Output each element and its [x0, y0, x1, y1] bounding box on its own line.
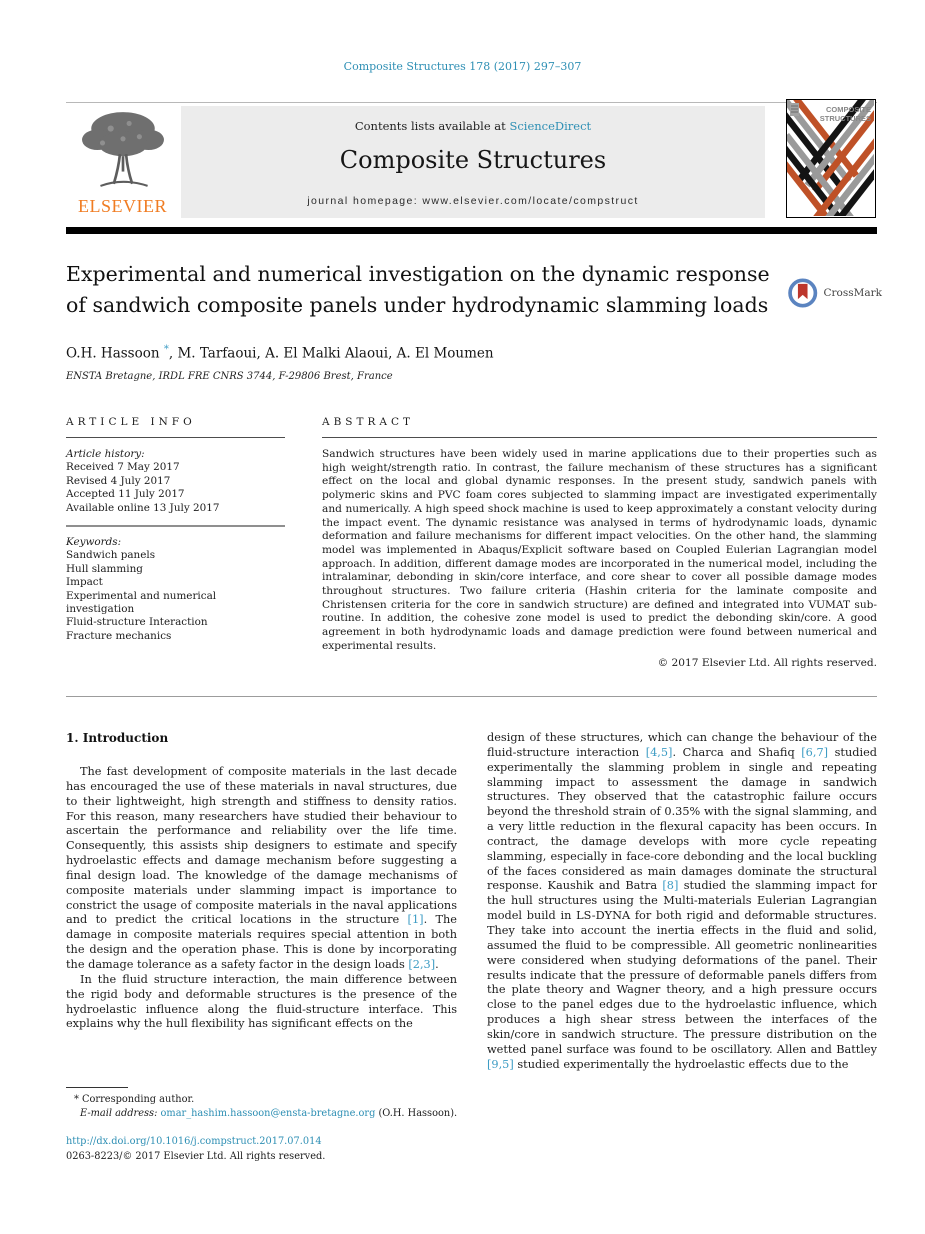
sciencedirect-link[interactable]: ScienceDirect: [509, 119, 592, 133]
citation-link[interactable]: [6,7]: [801, 745, 829, 759]
citation-link[interactable]: [2,3]: [408, 957, 436, 971]
body-paragraph: design of these structures, which can change the behaviour of the fluid-structure interaction [4,5]. Charca and Shafiq [6,7] studied experimentally the slamming problem in single and repeating slamming impact to assessment the damage in sandwich structures. They observed that the catastrophic failure occurs beyond the threshold strain of 0.35% with the signal slamming, and a very little reduction in the flexural capacity has been occurs. In contract, the damage develops with more cycle repeating slamming, especially in face-core debonding and the local buckling of the faces considered as main damages dominate the structural response. Kaushik and Batra [8] studied the slamming impact for the hull structures using the Multi-materials Eulerian Lagrangian model build in LS-DYNA for both rigid and deformable structures. They take into account the inertia effects in the fluid and solid, assumed the fluid to be compressible. All geometric nonlinearities were considered when studying deformations of the panel. Their results indicate that the pressure of deformable panels differs from the plate theory and Wagner theory, and a high pressure occurs close to the panel edges due to the hydroelastic influence, which produces a high shear stress between the interfaces of the skin/core in sandwich structure. The pressure distribution on the wetted panel surface was found to be oscillatory. Allen and Battley [9,5] studied experimentally the hydroelastic effects due to the: [487, 731, 878, 1071]
corresponding-author-note: * Corresponding author.: [74, 1094, 195, 1105]
footnote-rule: [66, 1087, 128, 1088]
abstract-copyright: © 2017 Elsevier Ltd. All rights reserved.: [657, 656, 877, 669]
contents-prefix: Contents lists available at: [354, 119, 510, 133]
abstract-section: [322, 416, 877, 669]
citation-link[interactable]: [9,5]: [487, 1057, 514, 1071]
citation-link[interactable]: [1]: [407, 913, 424, 927]
article-info-rule: [66, 437, 285, 438]
cover-title-line1: COMPOSITE: [825, 105, 871, 114]
keyword-item: Impact: [66, 576, 103, 589]
keywords-divider: [66, 525, 285, 527]
journal-cover-thumbnail[interactable]: [786, 99, 876, 218]
journal-citation-link[interactable]: Composite Structures 178 (2017) 297–307: [343, 60, 582, 73]
article-history-label: Article history:: [66, 448, 145, 460]
abstract-heading: ABSTRACT: [322, 416, 415, 428]
keyword-item: Fracture mechanics: [66, 629, 172, 642]
cover-title-line2: STRUCTURES: [819, 114, 871, 123]
article-history-item: Available online 13 July 2017: [66, 501, 220, 514]
keywords-list: [66, 549, 285, 643]
keywords-label: Keywords:: [66, 536, 122, 549]
crossmark-label: CrossMark: [823, 287, 882, 299]
keyword-item: Experimental and numerical investigation: [66, 589, 217, 616]
crossmark-icon: [787, 276, 818, 310]
citation-link[interactable]: [4,5]: [645, 745, 673, 759]
elsevier-logo[interactable]: [66, 106, 179, 218]
elsevier-wordmark: ELSEVIER: [78, 196, 167, 216]
keyword-item: Hull slamming: [66, 562, 143, 575]
article-history-item: Accepted 11 July 2017: [66, 488, 185, 501]
section-divider-rule: [66, 696, 877, 697]
abstract-rule: [322, 437, 877, 438]
header-top-rule: [66, 102, 877, 103]
email-link[interactable]: omar_hashim.hassoon@ensta-bretagne.org: [160, 1108, 376, 1119]
article-info-section: [66, 416, 285, 643]
contents-line: [181, 119, 765, 133]
article-history-item: Revised 4 July 2017: [66, 474, 171, 487]
introduction-column-left: [66, 765, 457, 1032]
author-list: [66, 344, 806, 362]
journal-homepage-link[interactable]: journal homepage: www.elsevier.com/locate/compstruct: [307, 195, 639, 207]
citation-link[interactable]: [8]: [662, 879, 679, 893]
abstract-text: Sandwich structures have been widely used in marine applications due to their properties such as high weight/strength ratio. In contrast, the failure mechanism of these structures has a significant effect on the local and global dynamic responses. In the present study, sandwich panels with polymeric skins and PVC foam cores subjected to slamming impact are investigated experimentally and numerically. A high speed shock machine is used to keep approximately a constant velocity during the impact event. The dynamic resistance was analysed in terms of hydrodynamic loads, dynamic deformation and failure mechanisms for different impact velocities. On the other hand, the slamming model was implemented in Abaqus/Explicit software based on Coupled Eulerian Lagrangian model approach. In addition, different damage modes are incorporated in the numerical model, including the intralaminar, debonding in skin/core interface, and core shear to cover all possible damage modes throughout structures. Two failure criteria (Hashin criteria for the laminate composite and Christensen criteria for the core in sandwich structure) are defined and integrated into VUMAT sub-routine. In addition, the cohesive zone model is used to predict the debonding skin/core. A good agreement in both hydrodynamic loads and damage prediction were found between numerical and experimental results.: [322, 448, 877, 652]
email-label: E-mail address:: [80, 1108, 158, 1119]
email-suffix: (O.H. Hassoon).: [378, 1108, 458, 1119]
article-title: Experimental and numerical investigation on the dynamic response of sandwich composite panels under hydrodynamic slamming loads: [66, 262, 770, 317]
rights-line: 0263-8223/© 2017 Elsevier Ltd. All rights reserved.: [66, 1151, 326, 1162]
author-names-rest: , M. Tarfaoui, A. El Malki Alaoui, A. El Moumen: [168, 345, 494, 362]
keyword-item: Sandwich panels: [66, 549, 156, 562]
crossmark-badge[interactable]: [787, 276, 882, 310]
corresponding-author-mark: *: [163, 344, 169, 355]
doi-link[interactable]: http://dx.doi.org/10.1016/j.compstruct.2017.07.014: [66, 1136, 322, 1147]
article-info-heading: ARTICLE INFO: [66, 416, 196, 428]
author-name: O.H. Hassoon: [66, 345, 160, 362]
journal-header-band: [181, 106, 765, 218]
header-divider-bar: [66, 227, 877, 234]
body-paragraph: The fast development of composite materials in the last decade has encouraged the use of these materials in naval structures, due to their lightweight, high strength and stiffness to density ratios. For this reason, many researchers have studied their behaviour to ascertain the performance and reliability over the life time. Consequently, this assists ship designers to estimate and specify hydroelastic effects and damage mechanism before suggesting a final design load. The knowledge of the damage mechanisms of composite materials under slamming impact is importance to constrict the usage of composite materials in the naval applications and to predict the critical locations in the structure [1]. The damage in composite materials requires special attention in both the design and the operation phase. This is done by incorporating the damage tolerance as a safety factor in the design loads [2,3].: [66, 765, 457, 971]
article-history-list: [66, 461, 285, 515]
keyword-item: Fluid-structure Interaction: [66, 616, 208, 629]
body-paragraph: In the fluid structure interaction, the main difference between the rigid body and deformable structures is the presence of the hydroelastic influence along the fluid-structure interface. This explains why the hull flexibility has significant effects on the: [66, 972, 457, 1031]
elsevier-tree-icon: [71, 106, 175, 190]
journal-title: Composite Structures: [339, 146, 607, 174]
article-history-item: Received 7 May 2017: [66, 461, 180, 474]
cover-art: [787, 100, 874, 216]
introduction-column-right: [487, 731, 877, 1072]
affiliation: ENSTA Bretagne, IRDL FRE CNRS 3744, F-29806 Brest, France: [66, 371, 393, 382]
email-line: [80, 1108, 520, 1119]
introduction-heading: 1. Introduction: [66, 731, 169, 745]
